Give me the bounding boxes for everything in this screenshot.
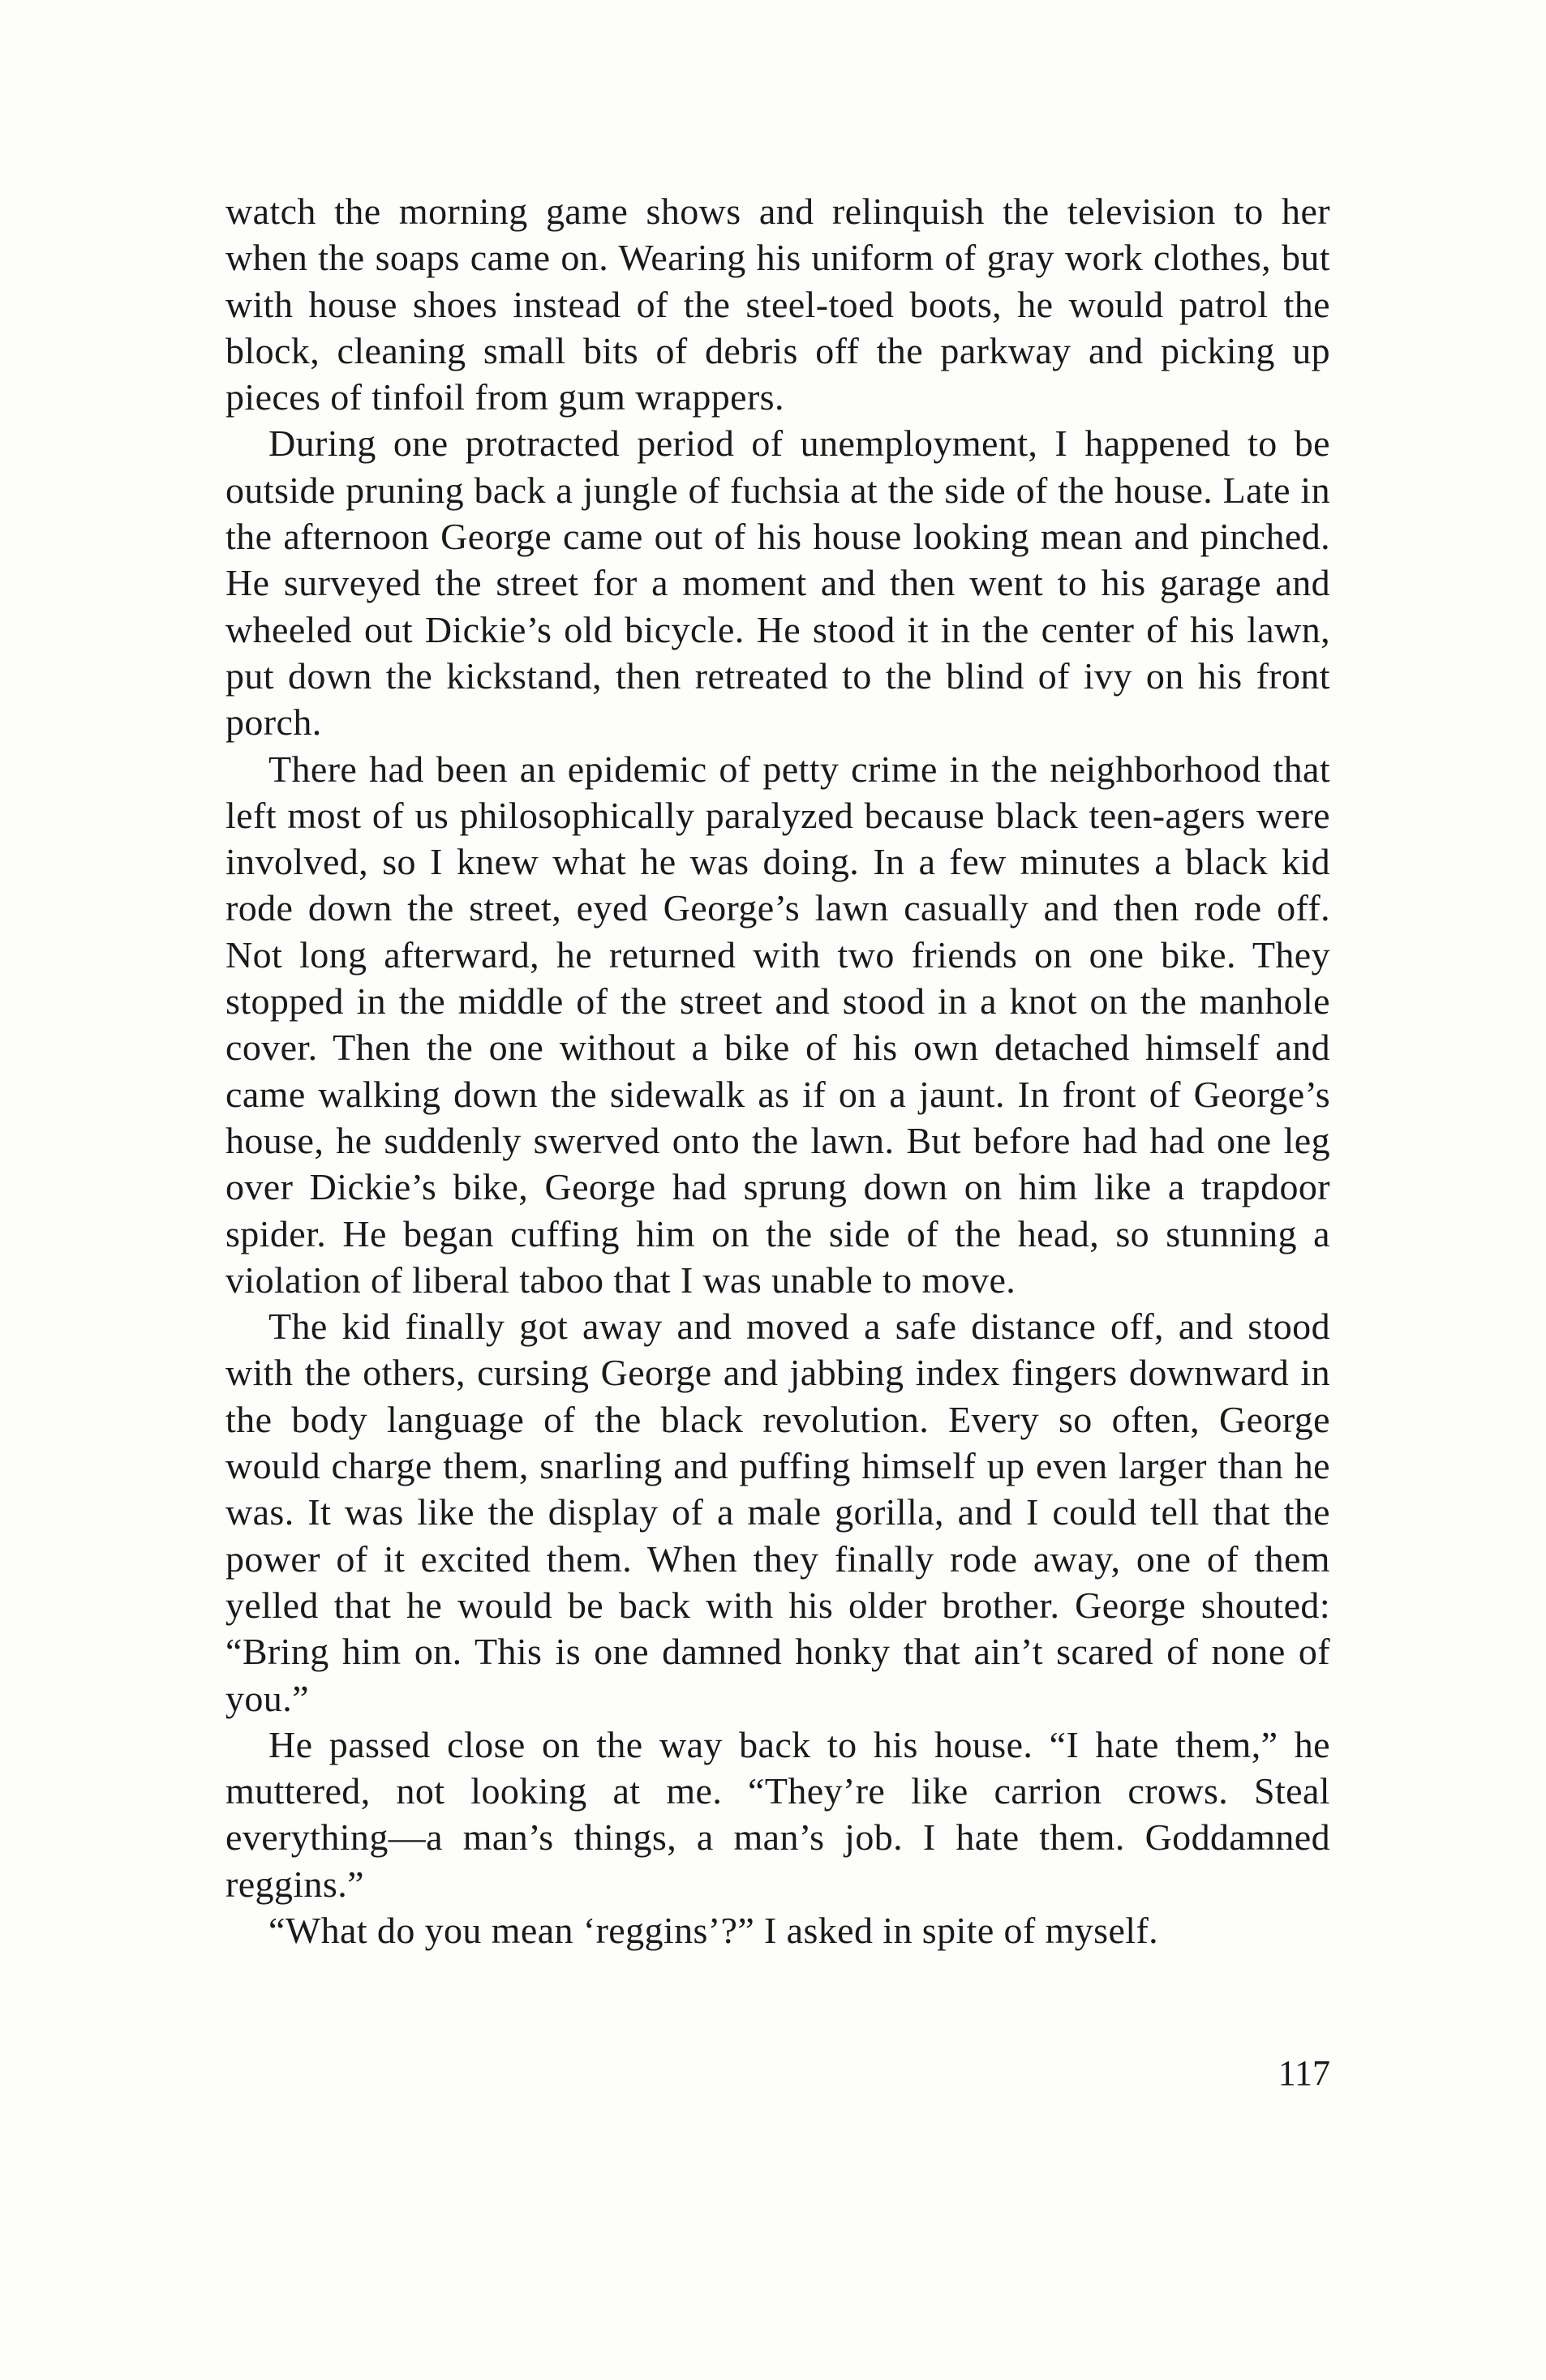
paragraph: “What do you mean ‘reggins’?” I asked in spite of myself. [268, 1909, 1159, 1951]
paragraph: The kid finally got away and moved a safe distance off, and stood with the others, cursing George and jabbing index fingers downward in the body language of the black revolution. Every so often, George would charge them, snarling and puffing himself up even larger than he was. It was like the display of a male gorilla, and I could tell that the power of it excited them. When they finally rode away, one of them yelled that he would be back with his older brother. George shouted: “Bring him on. This is one damned honky that ain’t scared of none of you.” [225, 1306, 1330, 1719]
page-number: 117 [1278, 2053, 1330, 2093]
paragraph: There had been an epidemic of petty crime in the neighborhood that left most of us philosophically paralyzed because black teen-agers were involved, so I knew what he was doing. In a few minutes a black kid rode down the street, eyed George’s lawn casually and then rode off. Not long afterward, he returned with two friends on one bike. They stopped in the middle of the street and stood in a knot on the manhole cover. Then the one without a bike of his own detached himself and came walking down the sidewalk as if on a jaunt. In front of George’s house, he suddenly swerved onto the lawn. But before had had one leg over Dickie’s bike, George had sprung down on him like a trapdoor spider. He began cuffing him on the side of the head, so stunning a violation of liberal taboo that I was unable to move. [225, 748, 1330, 1301]
paragraph-continued: watch the morning game shows and relinquish the television to her when the soaps came on. Wearing his uniform of gray work clothes, but with house shoes instead of the steel-toed boots, he would patrol the block, cleaning small bits of debris off the parkway and picking up pieces of tinfoil from gum wrappers. [225, 191, 1330, 418]
body-text [225, 188, 1330, 1953]
paragraph: During one protracted period of unemployment, I happened to be outside pruning back a jungle of fuchsia at the side of the house. Late in the afternoon George came out of his house looking mean and pinched. He surveyed the street for a moment and then went to his garage and wheeled out Dickie’s old bicycle. He stood it in the center of his lawn, put down the kickstand, then retreated to the blind of ivy on his front porch. [225, 422, 1330, 744]
paragraph: He passed close on the way back to his house. “I hate them,” he muttered, not looking at me. “They’re like carrion crows. Steal everything—a man’s things, a man’s job. I hate them. Goddamned reggins.” [225, 1723, 1330, 1905]
